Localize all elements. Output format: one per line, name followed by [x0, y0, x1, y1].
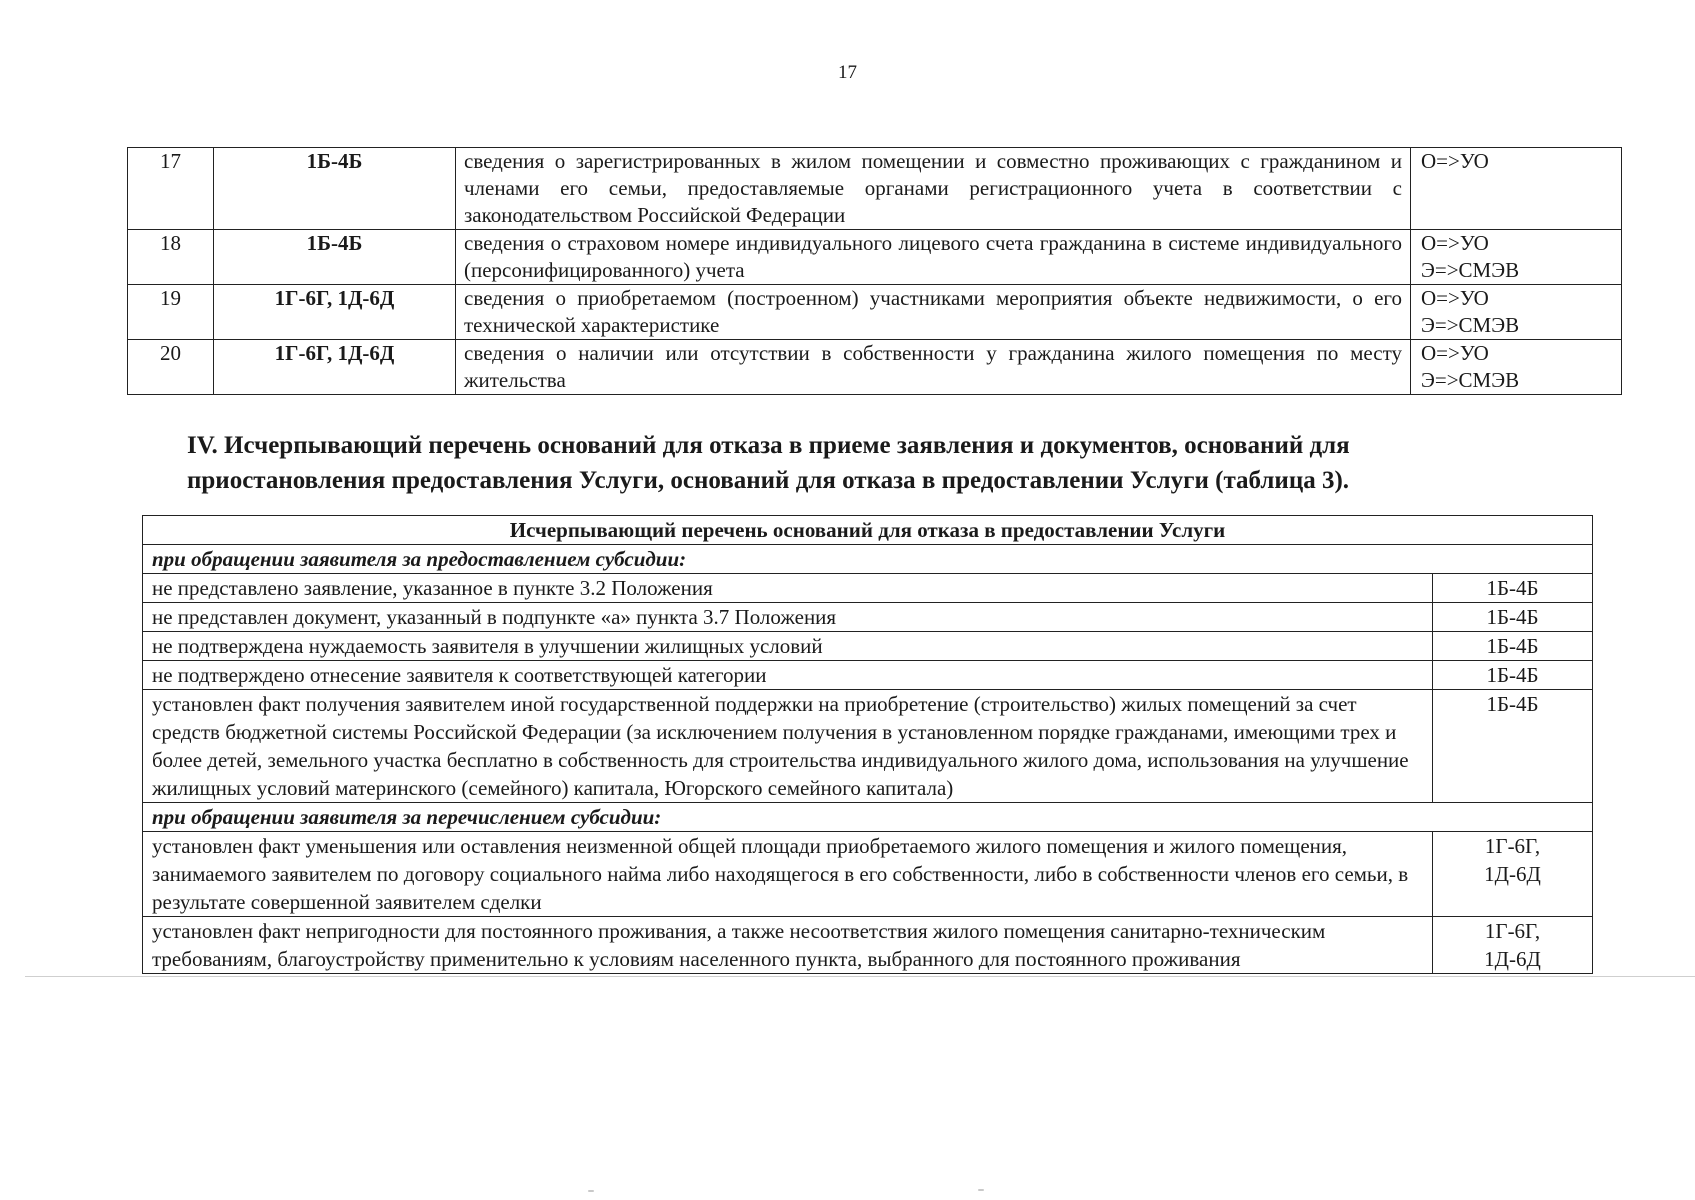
- row-description: сведения о приобретаемом (построенном) участниками мероприятия объекте недвижимости, о его технической характеристике: [456, 285, 1411, 340]
- table-row: [143, 661, 1593, 690]
- table-row: [128, 148, 1622, 230]
- table-row: [143, 917, 1593, 974]
- reason-text: не подтверждена нуждаемость заявителя в улучшении жилищных условий: [143, 632, 1433, 661]
- reason-code: 1Б-4Б: [1433, 574, 1593, 603]
- row-description: сведения о наличии или отсутствии в собственности у гражданина жилого помещения по месту жительства: [456, 340, 1411, 395]
- reason-text: установлен факт непригодности для постоянного проживания, а также несоответствия жилого помещения санитарно-техническим требованиям, благоустройству применительно к условиям населенного пункта, выбранного для постоянного проживания: [143, 917, 1433, 974]
- reason-code: 1Г-6Г, 1Д-6Д: [1433, 832, 1593, 917]
- reason-code: 1Б-4Б: [1433, 690, 1593, 803]
- row-number: 19: [128, 285, 214, 340]
- group-row: [143, 803, 1593, 832]
- row-code: 1Г-6Г, 1Д-6Д: [214, 340, 456, 395]
- documents-table: [127, 147, 1622, 395]
- reason-text: не представлено заявление, указанное в пункте 3.2 Положения: [143, 574, 1433, 603]
- reason-text: установлен факт получения заявителем иной государственной поддержки на приобретение (строительство) жилых помещений за счет средств бюджетной системы Российской Федерации (за исключением получения в установленном порядке гражданами, имеющими трех и более детей, земельного участка бесплатно в собственность для строительства индивидуального жилого дома, использования на улучшение жилищных условий материнского (семейного) капитала, Югорского семейного капитала): [143, 690, 1433, 803]
- table-row: [143, 832, 1593, 917]
- row-source: О=>УО: [1411, 148, 1622, 230]
- row-number: 17: [128, 148, 214, 230]
- table-header-row: [143, 516, 1593, 545]
- refusal-grounds-table: [142, 515, 1593, 974]
- row-code: 1Б-4Б: [214, 230, 456, 285]
- reason-code: 1Б-4Б: [1433, 603, 1593, 632]
- reason-code: 1Б-4Б: [1433, 661, 1593, 690]
- row-code: 1Г-6Г, 1Д-6Д: [214, 285, 456, 340]
- reason-code: 1Г-6Г, 1Д-6Д: [1433, 917, 1593, 974]
- row-source: О=>УО Э=>СМЭВ: [1411, 230, 1622, 285]
- table-row: [128, 340, 1622, 395]
- row-number: 20: [128, 340, 214, 395]
- table-row: [128, 230, 1622, 285]
- row-source: О=>УО Э=>СМЭВ: [1411, 340, 1622, 395]
- row-number: 18: [128, 230, 214, 285]
- page-number: 17: [838, 62, 857, 83]
- section-heading: IV. Исчерпывающий перечень оснований для отказа в приеме заявления и документов, оснований для приостановления предоставления Услуги, оснований для отказа в предоставлении Услуги (таблица 3).: [187, 432, 1350, 494]
- table-row: [128, 285, 1622, 340]
- table-row: [143, 632, 1593, 661]
- row-description: сведения о зарегистрированных в жилом помещении и совместно проживающих с гражданином и членами его семьи, предоставляемые органами регистрационного учета в соответствии с законодательством Российской Федерации: [456, 148, 1411, 230]
- row-code: 1Б-4Б: [214, 148, 456, 230]
- reason-text: установлен факт уменьшения или оставления неизменной общей площади приобретаемого жилого помещения и жилого помещения, занимаемого заявителем по договору социального найма либо находящегося в его собственности, либо в собственности членов его семьи, в результате совершенной заявителем сделки: [143, 832, 1433, 917]
- scan-artifact-line: [25, 976, 1695, 977]
- reason-text: не подтверждено отнесение заявителя к соответствующей категории: [143, 661, 1433, 690]
- table-row: [143, 603, 1593, 632]
- group-label: при обращении заявителя за перечислением субсидии:: [143, 803, 1593, 832]
- table-row: [143, 690, 1593, 803]
- reason-text: не представлен документ, указанный в подпункте «а» пункта 3.7 Положения: [143, 603, 1433, 632]
- row-description: сведения о страховом номере индивидуального лицевого счета гражданина в системе индивидуального (персонифицированного) учета: [456, 230, 1411, 285]
- reason-code: 1Б-4Б: [1433, 632, 1593, 661]
- group-row: [143, 545, 1593, 574]
- row-source: О=>УО Э=>СМЭВ: [1411, 285, 1622, 340]
- table-row: [143, 574, 1593, 603]
- scan-artifact-speck: [588, 1190, 594, 1192]
- group-label: при обращении заявителя за предоставлением субсидии:: [143, 545, 1593, 574]
- scan-artifact-speck: [978, 1189, 984, 1191]
- table-header: Исчерпывающий перечень оснований для отказа в предоставлении Услуги: [143, 516, 1593, 545]
